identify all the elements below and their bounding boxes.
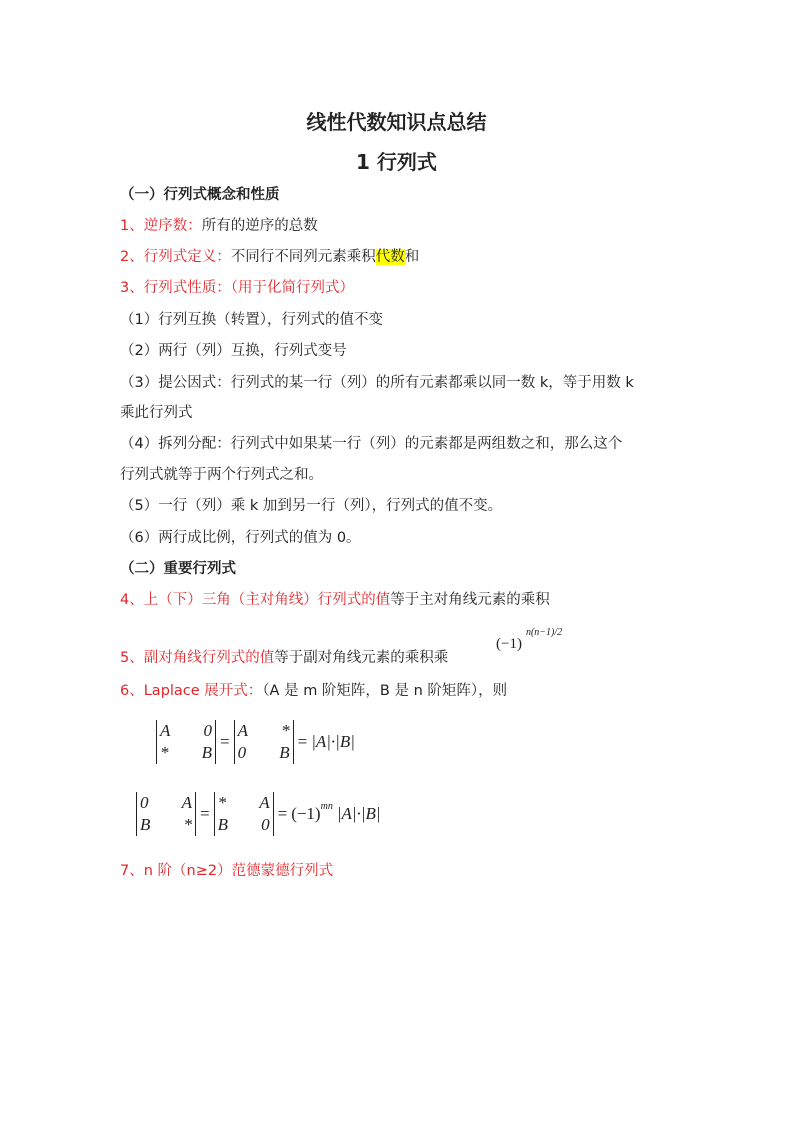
determinant: [136, 792, 196, 836]
doc-title: 线性代数知识点总结: [306, 110, 487, 134]
formula-rhs: (−1): [291, 804, 321, 823]
property-3: （3）提公因式：行列式的某一行（列）的所有元素都乘以同一数 k，等于用数 k: [120, 375, 634, 391]
item-text: 等于主对角线元素的乘积: [390, 592, 550, 608]
item-text: 所有的逆序的总数: [201, 218, 318, 234]
matrix-entry: B: [279, 743, 290, 762]
item-label: 6、Laplace 展开式：: [120, 683, 263, 699]
item-1: [120, 216, 318, 236]
formula-exponent: mn: [320, 800, 333, 812]
item-label: 2、行列式定义：: [120, 249, 231, 265]
matrix-entry: *: [183, 815, 192, 834]
matrix-entry: 0: [203, 721, 212, 740]
matrix-entry: 0: [261, 815, 270, 834]
section-heading: （二）重要行列式: [120, 561, 236, 577]
item-6: [120, 681, 507, 701]
item-text: （A 是 m 阶矩阵，B 是 n 阶矩阵），则: [262, 683, 508, 699]
highlighted-text: 代数: [375, 249, 405, 265]
laplace-formula-1: [156, 720, 355, 764]
item-label: 5、副对角线行列式的值: [120, 650, 275, 666]
property-4-cont: 行列式就等于两个行列式之和。: [120, 467, 323, 483]
chapter-heading: 1 行列式: [356, 150, 437, 174]
laplace-formula-2: [136, 792, 381, 836]
property-6: （6）两行成比例，行列式的值为 0。: [120, 530, 361, 546]
equals: =: [200, 804, 210, 823]
matrix-entry: B: [140, 815, 151, 834]
matrix-entry: *: [281, 721, 290, 740]
formula-rhs: |A|·|B|: [311, 732, 355, 751]
item-2: [120, 247, 419, 267]
item-3: 3、行列式性质：（用于化简行列式）: [120, 280, 354, 296]
item-label: 1、逆序数：: [120, 218, 202, 234]
sign-formula: [496, 627, 563, 653]
matrix-entry: 0: [140, 793, 149, 812]
item-text: 等于副对角线元素的乘积乘: [274, 650, 449, 666]
equals: =: [277, 804, 288, 823]
determinant: [214, 792, 274, 836]
property-1: （1）行列互换（转置），行列式的值不变: [120, 312, 383, 328]
formula-base: (−1): [496, 636, 522, 652]
equals: =: [297, 732, 308, 751]
matrix-entry: *: [217, 793, 227, 812]
determinant: [156, 720, 216, 764]
equals: =: [220, 732, 230, 751]
matrix-entry: B: [201, 743, 212, 762]
matrix-entry: 0: [237, 743, 247, 762]
matrix-entry: A: [259, 793, 270, 812]
property-5: （5）一行（列）乘 k 加到另一行（列），行列式的值不变。: [120, 498, 503, 514]
item-text: 和: [404, 249, 420, 265]
item-label: 4、上（下）三角（主对角线）行列式的值: [120, 592, 391, 608]
matrix-entry: A: [237, 721, 248, 740]
matrix-entry: A: [181, 793, 192, 812]
item-7: 7、n 阶（n≥2）范德蒙德行列式: [120, 863, 334, 879]
item-4: [120, 590, 550, 610]
section-heading: （一）行列式概念和性质: [120, 187, 280, 203]
formula-exponent: n(n−1)/2: [525, 627, 563, 638]
property-4: （4）拆列分配：行列式中如果某一行（列）的元素都是两组数之和，那么这个: [120, 436, 623, 452]
matrix-entry: B: [217, 815, 228, 834]
matrix-entry: A: [160, 721, 171, 740]
determinant: [234, 720, 294, 764]
item-5: [120, 648, 448, 668]
formula-rhs: |A|·|B|: [336, 804, 381, 823]
property-2: （2）两行（列）互换，行列式变号: [120, 343, 347, 359]
item-text: 不同行不同列元素乘积: [230, 249, 376, 265]
matrix-entry: *: [160, 743, 169, 762]
property-3-cont: 乘此行列式: [120, 405, 193, 421]
